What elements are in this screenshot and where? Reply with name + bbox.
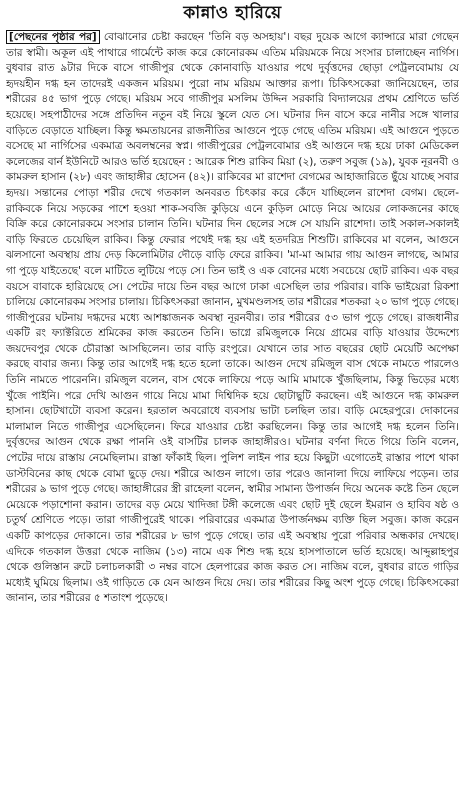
article-paragraph [6,30,459,607]
paragraph-text: বোঝানোর চেষ্টা করছেন 'তিনি বড় অসহায়'। বছর দুয়েক আগে ক্যান্সারে মারা গেছেন তার স্বামী। অকূল এই পাথারে গার্মেন্টে কাজ করে কোনোরকম এতিম মরিয়মকে নিয়ে সংসার চালাচ্ছেন নার্গিস। বুধবার রাত ৯টার দিকে বাসে গাজীপুর থেকে কোনাবাড়ি যাওয়ার পথে দুর্বৃত্তদের ছোড়া পেট্রলবোমায় যে হৃদয়হীন দগ্ধ হন তাদেরই একজন মরিয়ম। পুরো নাম মরিয়ম আক্তার রূপা। চিকিৎসকেরা জানিয়েছেন, তার শরীরের ৪৫ ভাগ পুড়ে গেছে। মরিয়ম সবে গাজীপুর মসলিম উদ্দিন সরকারি বিদ্যালয়ের প্রথম শ্রেণিতে ভর্তি হয়েছে। সহপাঠীদের সঙ্গে প্রতিদিন নতুন বই নিয়ে স্কুলে যেত সে। ঘটনার দিন বাসে করে নানীর সঙ্গে খালার বাড়িতে বেড়াতে যাচ্ছিল। কিন্তু ক্ষমতায়নের রাজনীতির আগুনে পুড়ে গেছে এতিম মরিয়ম। এই আগুনে পুড়তে বসেছে মা নার্গিসের একমাত্র অবলম্বনের স্বপ্ন। গাজীপুরের পেট্রলবোমার ওই আগুনে দগ্ধ হয়ে ঢাকা মেডিকেল কলেজের বার্ন ইউনিটে আরও ভর্তি হয়েছেন : আরেক শিশু রাকিব মিয়া (২), তরুণ সবুজ (১৯), যুবক নূরনবী ও কামরুল হাসান (২৮) এবং জাহাঙ্গীর হোসেন (৪২)। রাকিবের মা রাশেদা বেগমের আহাজারিতে ছুঁয়ে যাচ্ছে সবার হৃদয়। সন্তানের পোড়া শরীর দেখে গতকাল অনবরত চিৎকার করে কেঁদে যাচ্ছিলেন রাশেদা বেগম। ছেলে-রাকিবকে নিয়ে সড়কের পাশে হওয়া শাক-সবজি কুড়িয়ে এনে কুড়িল মোড়ে নিয়ে আয়ের লোকজনের কাছে বিক্রি করে কোনোরকমে সংসার চালান তিনি। ঘটনার দিন ছেলের সঙ্গে সে যায়নি রাশেদা। তাই সকাল-সকালই বাড়ি ফিরতে চেয়েছিল রাকিব। কিন্তু ফেরার পথেই দগ্ধ হয় এই হতদরিদ্র শিশুটি। রাকিবের মা বলেন, আগুনে ঝলসানো অবস্থায় প্রায় দেড় কিলোমিটার দৌড়ে বাড়ি ফেরে রাকিব। 'মা-মা আমার গায় আগুন লাগছে, আমার গা পুড়ে যাইতেছে' বলে মাটিতে লুটিয়ে পড়ে সে। তিন ভাই ও এক বোনের মধ্যে সবচেয়ে ছোট রাকিব। এক বছর বয়সে বাবাকে হারিয়েছে সে। পেটের দায়ে তিন বছর আগে ঢাকা এসেছিল তার পরিবার। বাকি ভাইয়েরা রিকশা চালিয়ে কোনোরকম সংসার চালায়। চিকিৎসকরা জানান, মুখমণ্ডলসহ তার শরীরের শতকরা ২০ ভাগ পুড়ে গেছে। গাজীপুরের ঘটনায় দগ্ধদের মধ্যে আশঙ্কাজনক অবস্থা নূরনবীর। তার শরীরের ৫৩ ভাগ পুড়ে গেছে। রাজধানীর একটি রং ফ্যাক্টরিতে শ্রমিকের কাজ করতেন তিনি। ভাগ্নে রমিজুলকে নিয়ে গ্রামের বাড়ি যাওয়ার উদ্দেশ্যে জয়দেবপুর থেকে চৌরাস্তা আসছিলেন। তার বাড়ি রংপুরে। যেখানে তার সাত বছরের ছোট মেয়েটি অপেক্ষা করছে বাবার জন্য। কিন্তু তার আগেই দগ্ধ হতে হলো তাকে। আগুন দেখে রমিজুল বাস থেকে নামতে পারলেও তিনি নামতে পারেননি। রমিজুল বলেন, বাস থেকে লাফিয়ে পড়ে আমি মামাকে খুঁজছিলাম, কিন্তু ভিড়ের মধ্যে খুঁজে পাইনি। পরে দেখি আগুন গায়ে নিয়ে মামা দিশ্বিদিক হয়ে ছোটাছুটি করছেন। এই আগুনে দগ্ধ কামরুল হাসান। ছোটখাটো ব্যবসা করেন। হরতাল অবরোধে ব্যবসায় ভাটা চলছিল তার। বাড়ি মেহেরপুরে। দোকানের মালামাল নিতে গাজীপুর এসেছিলেন। ফিরে যাওয়ার চেষ্টা করছিলেন। কিন্তু তার আগেই দগ্ধ হলেন তিনি। দুর্বৃত্তদের আগুন থেকে রক্ষা পাননি ওই বাসটির চালক জাহাঙ্গীরও। ঘটনার বর্ণনা দিতে গিয়ে তিনি বলেন, পেটের দায়ে রাস্তায় নেমেছিলাম। রাস্তা ফাঁকাই ছিল। পুলিশ লাইন পার হয়ে কিছুটা এগোতেই রাস্তার পাশে থাকা ডাস্টবিনের কাছ থেকে বোমা ছুড়ে দেয়। শরীরে আগুন লাগে। তার পরেও জানালা দিয়ে লাফিয়ে পড়েন। তার শরীরের ৯ ভাগ পুড়ে গেছে। জাহাঙ্গীরের স্ত্রী রাহেলা বলেন, স্বামীর সামান্য উপার্জন দিয়ে অনেক কষ্টে তিন ছেলে মেয়েকে পড়াশোনা করান। তাদের বড় মেয়ে খাদিজা টঙ্গী কলেজে এবং ছোট দুই ছেলে ইমরান ও হাবিব ষষ্ঠ ও চতুর্থ শ্রেণিতে পড়ে। তারা গাজীপুরেই থাকে। পরিবারের একমাত্র উপার্জনক্ষম ব্যক্তি ছিল সবুজ। কাজ করেন একটি কাপড়ের দোকানে। তার শরীরের ৮ ভাগ পুড়ে গেছে। তার এই অবস্থায় পুরো পরিবার অন্ধকার দেখছে। এদিকে গতকাল উত্তরা থেকে নাজিম (১৩) নামে এক শিশু দগ্ধ হয়ে হাসপাতালে ভর্তি হয়েছে। আব্দুল্লাহপুর থেকে গুলিস্তান রুটে চলাচলকারী ৩ নম্বর বাসে হেলপারের কাজ করত সে। নাজিম বলে, বুধবার রাতে গাড়ির মধ্যেই ঘুমিয়ে ছিলাম। ওই গাড়িতে কে যেন আগুন দিয়ে দেয়। তার শরীরের কিছু অংশ পুড়ে গেছে। চিকিৎসকেরা জানান, তার শরীরের ৫ শতাংশ পুড়েছে। [6,31,459,605]
article-body [6,30,459,810]
continued-label: [পেছনের পৃষ্ঠার পর] [6,30,100,44]
article-headline: কান্নাও হারিয়ে [183,3,282,23]
